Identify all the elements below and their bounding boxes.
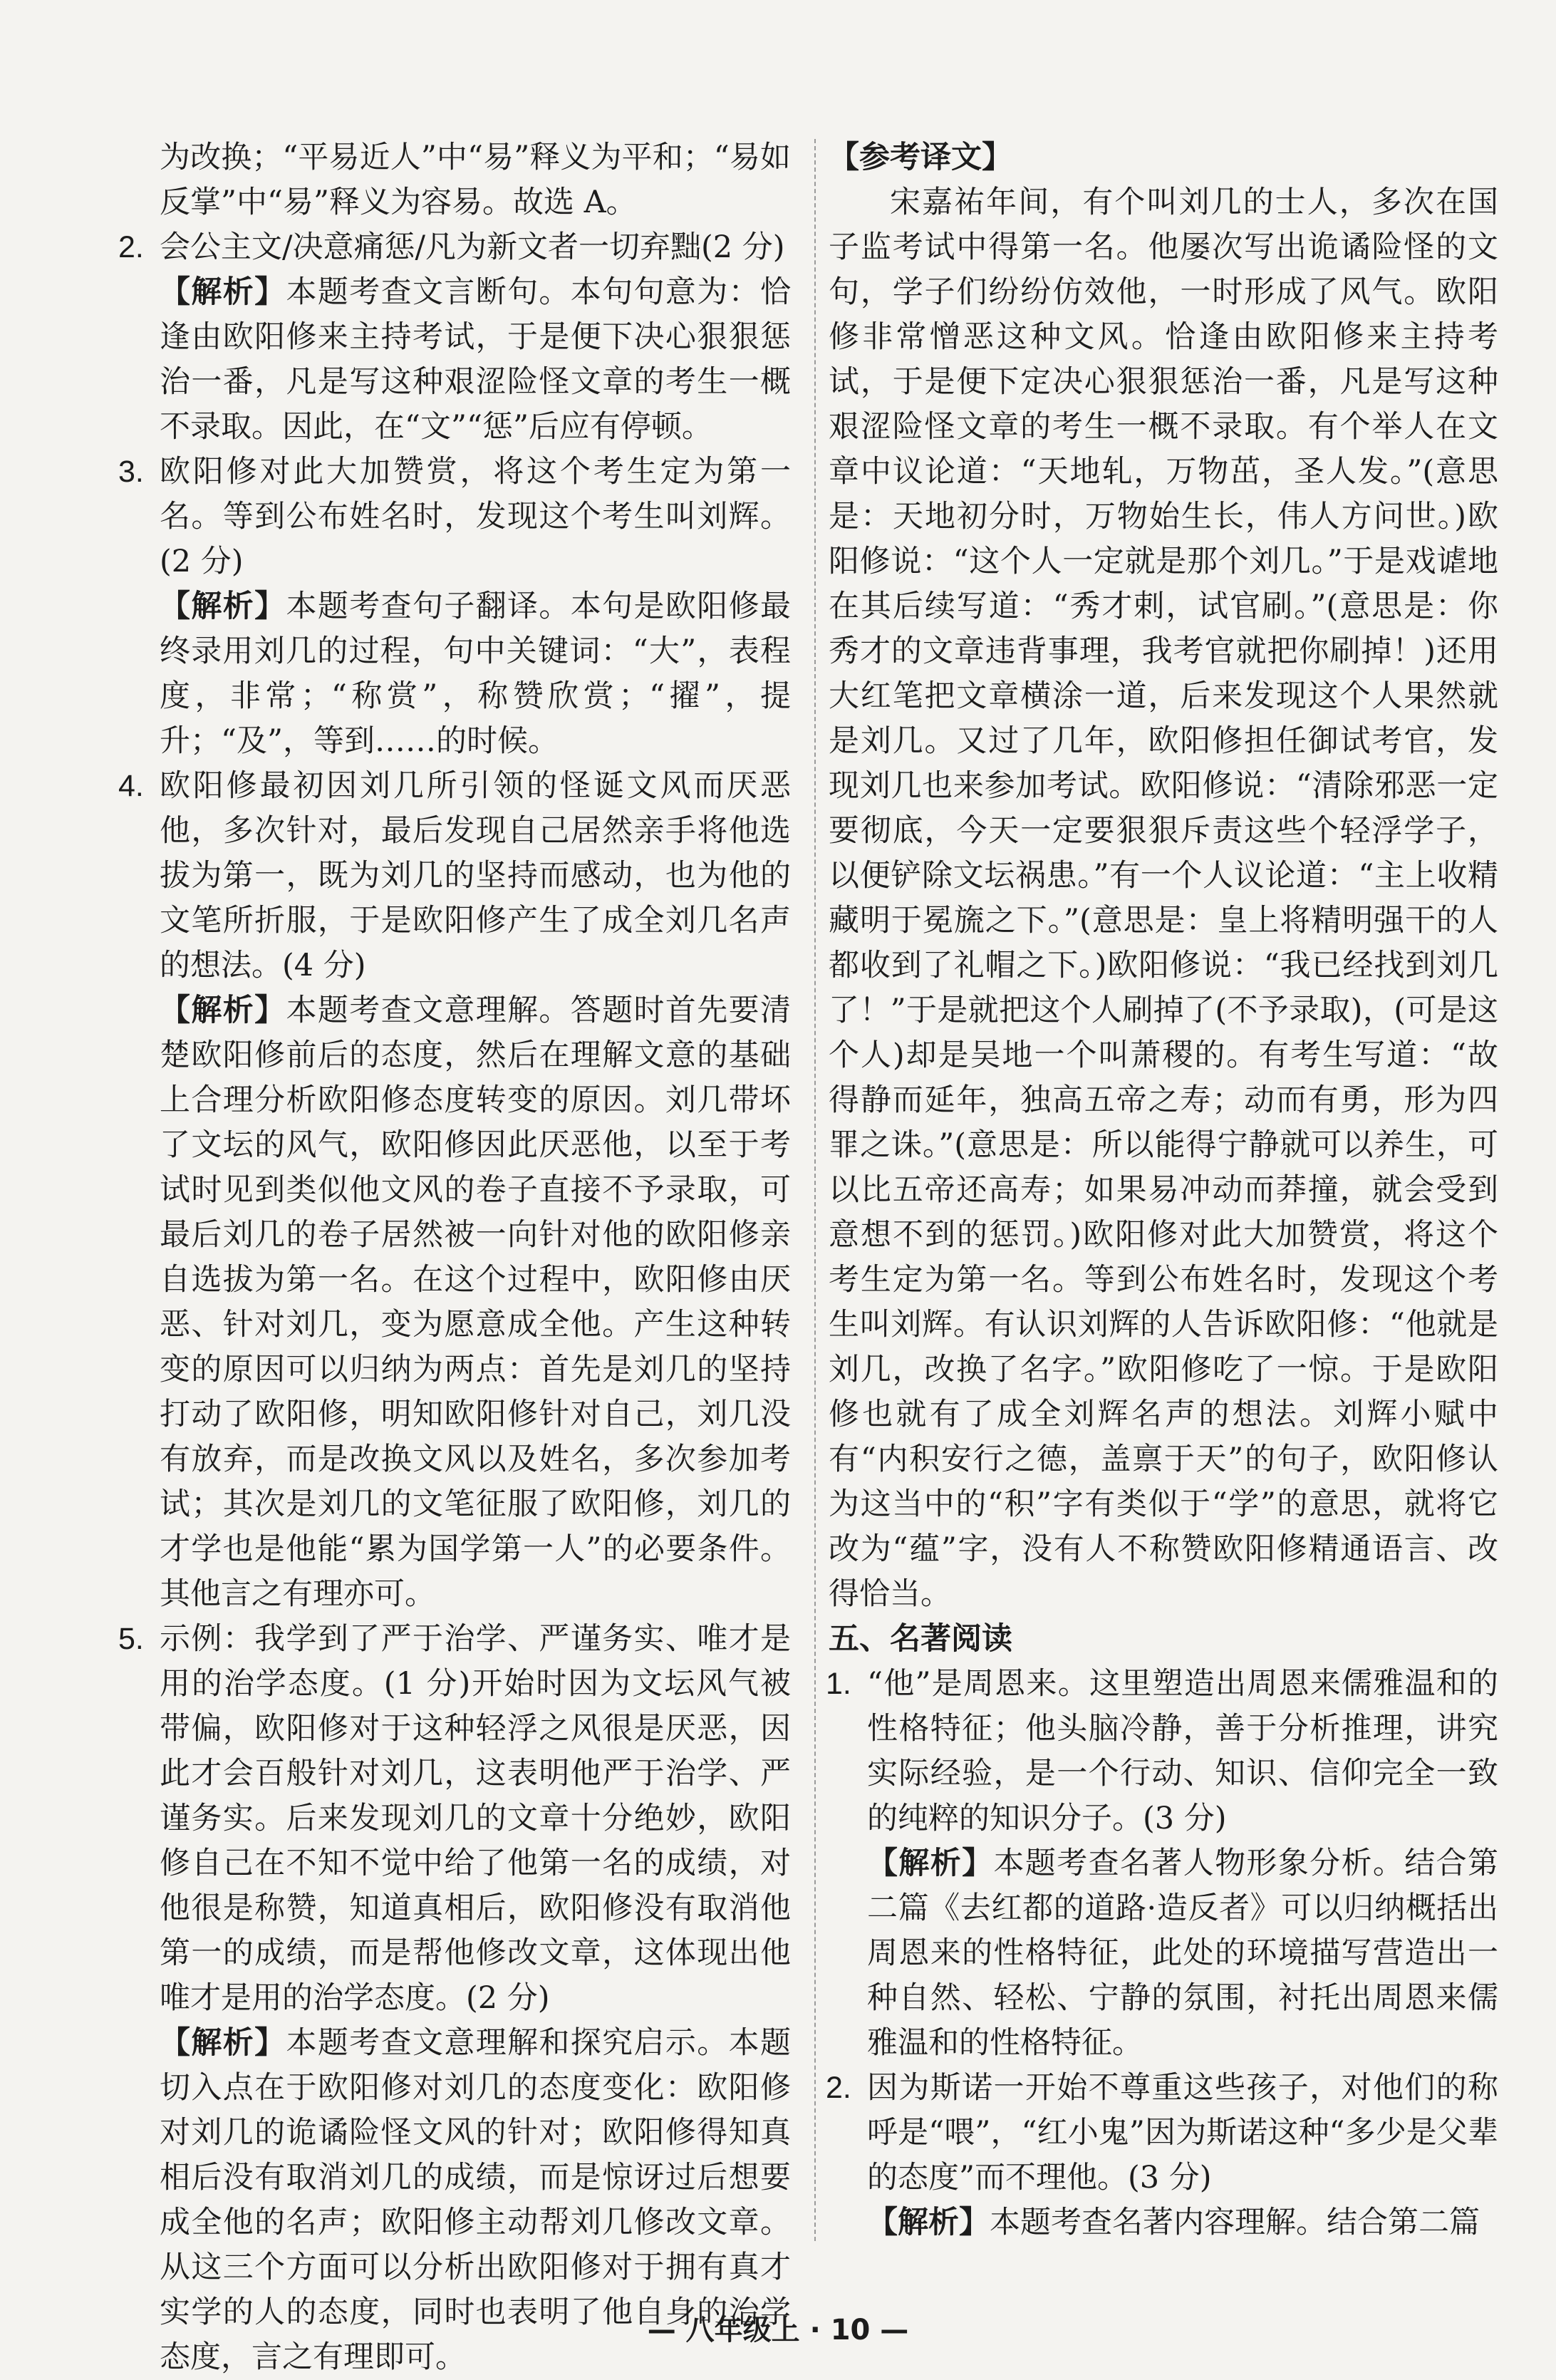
answer-item-5 <box>118 1617 792 2380</box>
answer-text: 因为斯诺一开始不尊重这些孩子，对他们的称呼是“喂”，“红小鬼”因为斯诺这种“多少是父辈的态度”而不理他。(3 分) <box>867 2070 1498 2195</box>
reading-item-1 <box>826 1662 1499 2066</box>
answer-text: 欧阳修最初因刘几所引领的怪诞文风而厌恶他，多次针对，最后发现自己居然亲手将他选拔为第一，既为刘几的坚持而感动，也为他的文笔所折服，于是欧阳修产生了成全刘几名声的想法。(4 分) <box>160 768 791 983</box>
right-column <box>826 135 1499 2245</box>
analysis-tag: 【解析】 <box>160 274 286 310</box>
reference-translation-text: 宋嘉祐年间，有个叫刘几的士人，多次在国子监考试中得第一名。他屡次写出诡谲险怪的文句，学子们纷纷仿效他，一时形成了风气。欧阳修非常憎恶这种文风。恰逢由欧阳修来主持考试，于是便下定决心狠狠惩治一番，凡是写这种艰涩险怪文章的考生一概不录取。有个举人在文章中议论道：“天地轧，万物茁，圣人发。”(意思是：天地初分时，万物始生长，伟人方问世。)欧阳修说：“这个人一定就是那个刘几。”于是戏谑地在其后续写道：“秀才剌，试官刷。”(意思是：你秀才的文章违背事理，我考官就把你刷掉！)还用大红笔把文章横涂一道，后来发现这个人果然就是刘几。又过了几年，欧阳修担任御试考官，发现刘几也来参加考试。欧阳修说：“清除邪恶一定要彻底，今天一定要狠狠斥责这些个轻浮学子，以便铲除文坛祸患。”有一个人议论道：“主上收精藏明于冕旒之下。”(意思是：皇上将精明强干的人都收到了礼帽之下。)欧阳修说：“我已经找到刘几了！”于是就把这个人刷掉了(不予录取)，(可是这个人)却是吴地一个叫萧稷的。有考生写道：“故得静而延年，独高五帝之寿；动而有勇，形为四罪之诛。”(意思是：所以能得宁静就可以养生，可以比五帝还高寿；如果易冲动而莽撞，就会受到意想不到的惩罚。)欧阳修对此大加赞赏，将这个考生定为第一名。等到公布姓名时，发现这个考生叫刘辉。有认识刘辉的人告诉欧阳修：“他就是刘几，改换了名字。”欧阳修吃了一惊。于是欧阳修也就有了成全刘辉名声的想法。刘辉小赋中有“内积安行之德，盖禀于天”的句子，欧阳修认为这当中的“积”字有类似于“学”的意思，就将它改为“蕴”字，没有人不称赞欧阳修精通语言、改得恰当。 <box>829 185 1498 1612</box>
answer-text: 示例：我学到了严于治学、严谨务实、唯才是用的治学态度。(1 分)开始时因为文坛风气被带偏，欧阳修对于这种轻浮之风很是厌恶，因此才会百般针对刘几，这表明他严于治学、严谨务实。后来发现刘几的文章十分绝妙，欧阳修自己在不知不觉中给了他第一名的成绩，对他很是称赞，知道真相后，欧阳修没有取消他第一的成绩，而是帮他修改文章，这体现出他唯才是用的治学态度。(2 分) <box>160 1621 791 2016</box>
analysis-text <box>160 988 791 1617</box>
item-number: 1. <box>826 1667 851 1701</box>
column-divider <box>814 139 816 2241</box>
answer-item-3 <box>118 450 792 764</box>
item-number: 2. <box>118 230 144 264</box>
analysis-tag: 【解析】 <box>160 2025 286 2061</box>
analysis-body: 本题考查名著人物形象分析。结合第二篇《去红都的道路·造反者》可以归纳概括出周恩来的性格特征，此处的环境描写营造出一种自然、轻松、宁静的氛围，衬托出周恩来儒雅温和的性格特征。 <box>867 1846 1499 2061</box>
analysis-body: 本题考查名著内容理解。结合第二篇 <box>990 2205 1480 2240</box>
analysis-text <box>160 584 791 764</box>
answer-item-2 <box>118 225 792 450</box>
analysis-text <box>160 270 791 450</box>
answer-text: “他”是周恩来。这里塑造出周恩来儒雅温和的性格特征；他头脑冷静，善于分析推理，讲究实际经验，是一个行动、知识、信仰完全一致的纯粹的知识分子。(3 分) <box>867 1666 1498 1836</box>
analysis-body: 本题考查句子翻译。本句是欧阳修最终录用刘几的过程，句中关键词：“大”，表程度，非常；“称赏”，称赞欣赏；“擢”，提升；“及”，等到……的时候。 <box>160 589 792 759</box>
answer-text: 会公主文/决意痛惩/凡为新文者一切弃黜(2 分) <box>160 229 785 265</box>
analysis-tag: 【解析】 <box>160 993 286 1028</box>
analysis-body: 本题考查文意理解和探究启示。本题切入点在于欧阳修对刘几的态度变化：欧阳修对刘几的诡谲险怪文风的针对；欧阳修得知真相后没有取消刘几的成绩，而是惊讶过后想要成全他的名声；欧阳修主动帮刘几修改文章。从这三个方面可以分析出欧阳修对于拥有真才实学的人的态度，同时也表明了他自身的治学态度，言之有理即可。 <box>160 2025 792 2375</box>
item-number: 2. <box>826 2071 851 2105</box>
analysis-body: 本题考查文言断句。本句句意为：恰逢由欧阳修来主持考试，于是便下决心狠狠惩治一番，凡是写这种艰涩险怪文章的考生一概不录取。因此，在“文”“惩”后应有停顿。 <box>160 274 792 445</box>
item-number: 3. <box>118 455 144 489</box>
reading-item-2 <box>826 2066 1498 2245</box>
item-number: 4. <box>118 769 144 803</box>
analysis-tag: 【解析】 <box>867 1846 994 1881</box>
analysis-tag: 【解析】 <box>160 589 286 624</box>
analysis-tag: 【解析】 <box>867 2205 990 2240</box>
page-footer: — 八年级上 · 10 — <box>647 2314 909 2347</box>
lead-continuation: 为改换；“平易近人”中“易”释义为平和；“易如反掌”中“易”释义为容易。故选 A。 <box>160 140 791 220</box>
section-title: 五、名著阅读 <box>829 1621 1012 1657</box>
analysis-text <box>867 2200 1498 2245</box>
analysis-text <box>867 1841 1498 2066</box>
answer-item-4 <box>118 764 792 1617</box>
item-number: 5. <box>118 1622 144 1656</box>
left-column <box>118 135 792 2380</box>
reference-translation-title: 【参考译文】 <box>829 140 1012 175</box>
answer-text: 欧阳修对此大加赞赏，将这个考生定为第一名。等到公布姓名时，发现这个考生叫刘辉。(2 分) <box>160 454 791 579</box>
analysis-body: 本题考查文意理解。答题时首先要清楚欧阳修前后的态度，然后在理解文意的基础上合理分析欧阳修态度转变的原因。刘几带坏了文坛的风气，欧阳修因此厌恶他，以至于考试时见到类似他文风的卷子直接不予录取，可最后刘几的卷子居然被一向针对他的欧阳修亲自选拔为第一名。在这个过程中，欧阳修由厌恶、针对刘几，变为愿意成全他。产生这种转变的原因可以归纳为两点：首先是刘几的坚持打动了欧阳修，明知欧阳修针对自己，刘几没有放弃，而是改换文风以及姓名，多次参加考试；其次是刘几的文笔征服了欧阳修，刘几的才学也是他能“累为国学第一人”的必要条件。其他言之有理亦可。 <box>160 993 792 1612</box>
